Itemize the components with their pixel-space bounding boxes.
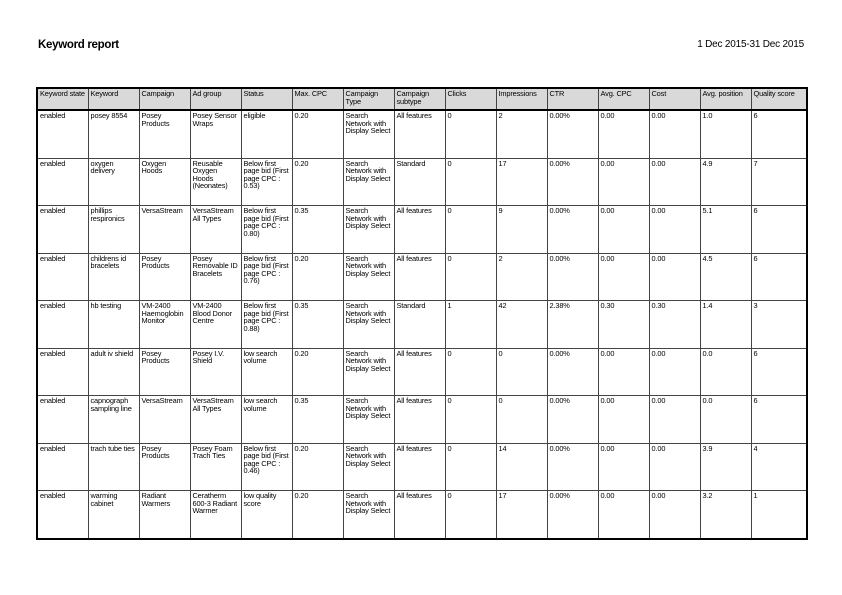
table-cell: VersaStream All Types bbox=[190, 396, 241, 444]
column-header: Clicks bbox=[445, 88, 496, 110]
column-header: Campaign Type bbox=[343, 88, 394, 110]
table-cell: 0.00 bbox=[598, 253, 649, 301]
table-cell: oxygen delivery bbox=[88, 158, 139, 206]
table-cell: 0.00 bbox=[649, 158, 700, 206]
table-cell: Below first page bid (First page CPC : 0.46) bbox=[241, 443, 292, 491]
table-cell: 6 bbox=[751, 396, 807, 444]
table-cell: Search Network with Display Select bbox=[343, 396, 394, 444]
table-cell: low quality score bbox=[241, 491, 292, 539]
table-cell: 0 bbox=[496, 348, 547, 396]
table-cell: All features bbox=[394, 443, 445, 491]
table-cell: 0 bbox=[496, 396, 547, 444]
table-cell: adult iv shield bbox=[88, 348, 139, 396]
table-cell: Search Network with Display Select bbox=[343, 206, 394, 254]
table-cell: 9 bbox=[496, 206, 547, 254]
table-cell: 1 bbox=[751, 491, 807, 539]
table-cell: Below first page bid (First page CPC : 0.88) bbox=[241, 301, 292, 349]
table-cell: Search Network with Display Select bbox=[343, 158, 394, 206]
table-row bbox=[37, 253, 807, 301]
table-cell: low search volume bbox=[241, 396, 292, 444]
table-cell: 0 bbox=[445, 206, 496, 254]
table-cell: 0.00% bbox=[547, 253, 598, 301]
column-header: Max. CPC bbox=[292, 88, 343, 110]
table-cell: VM-2400 Blood Donor Centre bbox=[190, 301, 241, 349]
table-cell: Posey Products bbox=[139, 348, 190, 396]
table-cell: 0.30 bbox=[649, 301, 700, 349]
table-cell: 0.20 bbox=[292, 158, 343, 206]
table-cell: 0.00 bbox=[598, 206, 649, 254]
table-cell: 14 bbox=[496, 443, 547, 491]
table-cell: phillips respironics bbox=[88, 206, 139, 254]
table-cell: VersaStream All Types bbox=[190, 206, 241, 254]
table-row bbox=[37, 443, 807, 491]
table-cell: enabled bbox=[37, 301, 88, 349]
table-cell: Posey Products bbox=[139, 253, 190, 301]
table-cell: enabled bbox=[37, 158, 88, 206]
table-cell: 4.9 bbox=[700, 158, 751, 206]
table-row bbox=[37, 491, 807, 539]
table-cell: Search Network with Display Select bbox=[343, 443, 394, 491]
table-cell: 5.1 bbox=[700, 206, 751, 254]
table-cell: 4 bbox=[751, 443, 807, 491]
table-cell: 0 bbox=[445, 158, 496, 206]
report-date-range: 1 Dec 2015-31 Dec 2015 bbox=[697, 39, 804, 50]
table-row bbox=[37, 301, 807, 349]
column-header: Status bbox=[241, 88, 292, 110]
table-cell: Posey Products bbox=[139, 110, 190, 158]
table-cell: 3.9 bbox=[700, 443, 751, 491]
table-cell: 1 bbox=[445, 301, 496, 349]
table-cell: 42 bbox=[496, 301, 547, 349]
table-cell: 2 bbox=[496, 110, 547, 158]
table-cell: Below first page bid (First page CPC : 0.53) bbox=[241, 158, 292, 206]
table-cell: 6 bbox=[751, 206, 807, 254]
column-header: Campaign subtype bbox=[394, 88, 445, 110]
column-header: Keyword state bbox=[37, 88, 88, 110]
table-cell: enabled bbox=[37, 110, 88, 158]
table-cell: eligible bbox=[241, 110, 292, 158]
table-cell: Search Network with Display Select bbox=[343, 253, 394, 301]
table-cell: 0.35 bbox=[292, 206, 343, 254]
table-cell: 3.2 bbox=[700, 491, 751, 539]
table-cell: enabled bbox=[37, 443, 88, 491]
table-cell: 2 bbox=[496, 253, 547, 301]
table-cell: 0.00 bbox=[598, 110, 649, 158]
table-cell: 0.00% bbox=[547, 491, 598, 539]
table-cell: 0.00 bbox=[598, 491, 649, 539]
table-cell: 0.00 bbox=[598, 396, 649, 444]
table-row bbox=[37, 348, 807, 396]
table-cell: 0 bbox=[445, 348, 496, 396]
table-cell: Posey I.V. Shield bbox=[190, 348, 241, 396]
table-cell: 0 bbox=[445, 443, 496, 491]
table-cell: Standard bbox=[394, 158, 445, 206]
table-cell: 0.00 bbox=[649, 491, 700, 539]
table-cell: 0 bbox=[445, 491, 496, 539]
table-cell: All features bbox=[394, 206, 445, 254]
table-cell: VM-2400 Haemoglobin Monitor bbox=[139, 301, 190, 349]
column-header: Campaign bbox=[139, 88, 190, 110]
table-cell: 1.0 bbox=[700, 110, 751, 158]
table-cell: 0.35 bbox=[292, 301, 343, 349]
table-cell: Posey Sensor Wraps bbox=[190, 110, 241, 158]
table-cell: All features bbox=[394, 348, 445, 396]
table-cell: All features bbox=[394, 396, 445, 444]
table-cell: 0.35 bbox=[292, 396, 343, 444]
table-cell: 0 bbox=[445, 110, 496, 158]
table-cell: 0.00 bbox=[598, 348, 649, 396]
table-cell: Posey Removable ID Bracelets bbox=[190, 253, 241, 301]
column-header: Keyword bbox=[88, 88, 139, 110]
keyword-report-table bbox=[36, 87, 808, 540]
table-cell: 0.00% bbox=[547, 348, 598, 396]
column-header: Impressions bbox=[496, 88, 547, 110]
table-cell: hb testing bbox=[88, 301, 139, 349]
table-cell: enabled bbox=[37, 348, 88, 396]
table-cell: 3 bbox=[751, 301, 807, 349]
table-cell: 0.20 bbox=[292, 253, 343, 301]
table-cell: 0.00 bbox=[649, 206, 700, 254]
table-cell: posey 8554 bbox=[88, 110, 139, 158]
table-cell: Posey Foam Trach Ties bbox=[190, 443, 241, 491]
table-cell: 0.00 bbox=[649, 253, 700, 301]
table-cell: 0 bbox=[445, 396, 496, 444]
table-cell: All features bbox=[394, 110, 445, 158]
table-cell: 0.0 bbox=[700, 396, 751, 444]
table-cell: 0.00 bbox=[649, 443, 700, 491]
table-cell: All features bbox=[394, 253, 445, 301]
table-cell: Search Network with Display Select bbox=[343, 491, 394, 539]
table-cell: 0.20 bbox=[292, 443, 343, 491]
table-cell: All features bbox=[394, 491, 445, 539]
table-cell: 0.00 bbox=[649, 348, 700, 396]
table-cell: Search Network with Display Select bbox=[343, 301, 394, 349]
table-cell: VersaStream bbox=[139, 206, 190, 254]
table-cell: Search Network with Display Select bbox=[343, 348, 394, 396]
column-header: CTR bbox=[547, 88, 598, 110]
table-cell: Ceratherm 600-3 Radiant Warmer bbox=[190, 491, 241, 539]
table-cell: warming cabinet bbox=[88, 491, 139, 539]
table-cell: 0.00 bbox=[598, 443, 649, 491]
table-cell: 0.0 bbox=[700, 348, 751, 396]
table-cell: 0.00 bbox=[598, 158, 649, 206]
table-cell: 0.20 bbox=[292, 348, 343, 396]
table-cell: 0.00% bbox=[547, 206, 598, 254]
table-cell: 4.5 bbox=[700, 253, 751, 301]
table-cell: Radiant Warmers bbox=[139, 491, 190, 539]
table-cell: Below first page bid (First page CPC : 0.80) bbox=[241, 206, 292, 254]
table-row bbox=[37, 206, 807, 254]
table-cell: 0.00% bbox=[547, 158, 598, 206]
table-cell: Below first page bid (First page CPC : 0.76) bbox=[241, 253, 292, 301]
table-cell: 6 bbox=[751, 110, 807, 158]
table-cell: 0 bbox=[445, 253, 496, 301]
table-cell: capnograph sampling line bbox=[88, 396, 139, 444]
column-header: Avg. CPC bbox=[598, 88, 649, 110]
table-cell: 6 bbox=[751, 348, 807, 396]
table-cell: 1.4 bbox=[700, 301, 751, 349]
table-cell: 0.00% bbox=[547, 110, 598, 158]
table-cell: 0.20 bbox=[292, 491, 343, 539]
table-cell: trach tube ties bbox=[88, 443, 139, 491]
table-cell: 17 bbox=[496, 158, 547, 206]
table-body bbox=[37, 110, 807, 539]
table-cell: 2.38% bbox=[547, 301, 598, 349]
table-cell: 0.00 bbox=[649, 396, 700, 444]
table-cell: 0.00% bbox=[547, 443, 598, 491]
table-row bbox=[37, 158, 807, 206]
table-cell: 7 bbox=[751, 158, 807, 206]
table-header-row bbox=[37, 88, 807, 110]
table-row bbox=[37, 110, 807, 158]
column-header: Quality score bbox=[751, 88, 807, 110]
table-cell: Reusable Oxygen Hoods (Neonates) bbox=[190, 158, 241, 206]
report-title: Keyword report bbox=[38, 39, 119, 51]
column-header: Ad group bbox=[190, 88, 241, 110]
table-cell: 0.00% bbox=[547, 396, 598, 444]
table-cell: 0.20 bbox=[292, 110, 343, 158]
table-cell: 0.00 bbox=[649, 110, 700, 158]
table-cell: 17 bbox=[496, 491, 547, 539]
table-cell: low search volume bbox=[241, 348, 292, 396]
table-cell: childrens id bracelets bbox=[88, 253, 139, 301]
table-cell: Oxygen Hoods bbox=[139, 158, 190, 206]
table-cell: enabled bbox=[37, 396, 88, 444]
table-cell: enabled bbox=[37, 206, 88, 254]
table-cell: 0.30 bbox=[598, 301, 649, 349]
table-cell: 6 bbox=[751, 253, 807, 301]
table-row bbox=[37, 396, 807, 444]
table-cell: enabled bbox=[37, 491, 88, 539]
table-cell: VersaStream bbox=[139, 396, 190, 444]
column-header: Cost bbox=[649, 88, 700, 110]
table-cell: Search Network with Display Select bbox=[343, 110, 394, 158]
table-cell: enabled bbox=[37, 253, 88, 301]
table-cell: Posey Products bbox=[139, 443, 190, 491]
column-header: Avg. position bbox=[700, 88, 751, 110]
table-cell: Standard bbox=[394, 301, 445, 349]
